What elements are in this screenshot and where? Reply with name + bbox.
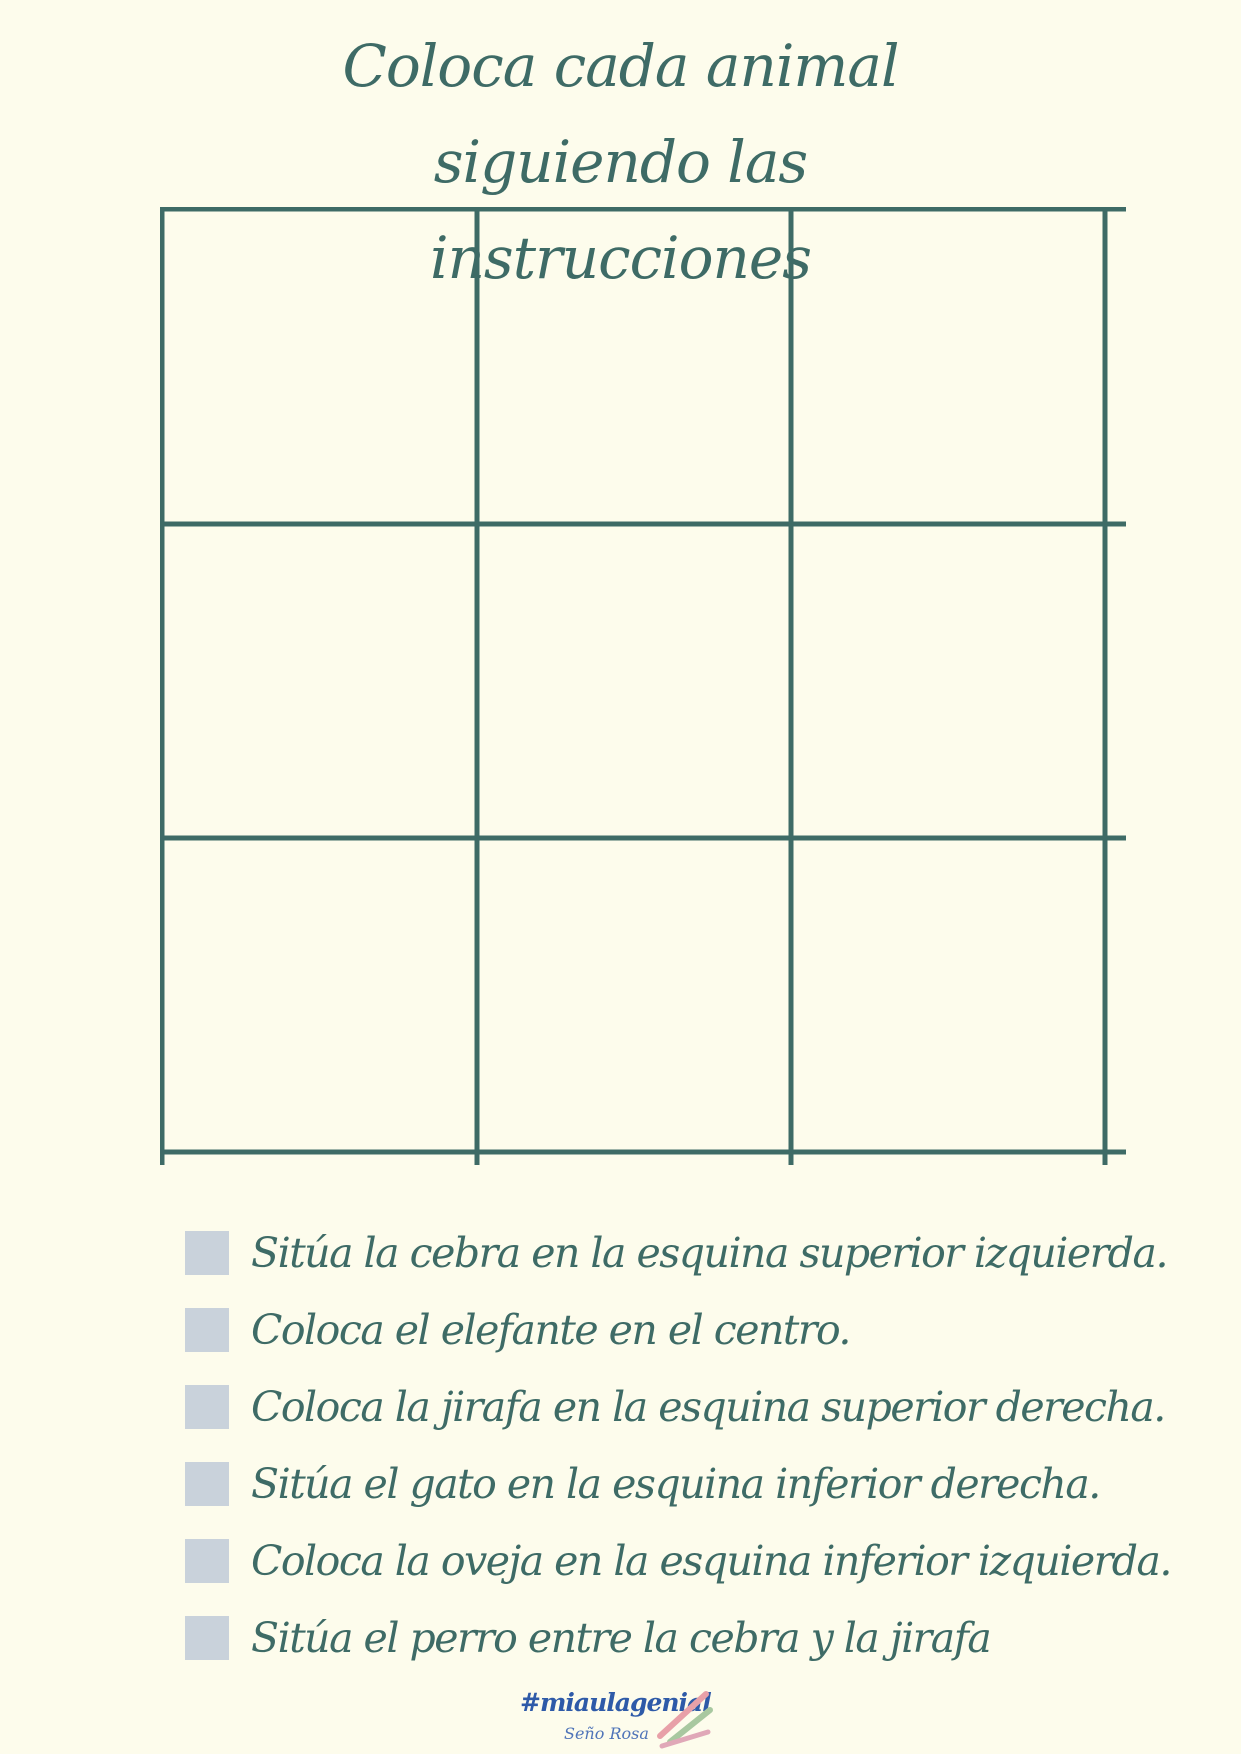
author-name: Seño Rosa [564, 1724, 649, 1743]
brand-hashtag: #miaulagenial [520, 1688, 711, 1717]
instruction-text: Sitúa la cebra en la esquina superior izquierda. [251, 1228, 1167, 1277]
instruction-text: Coloca la jirafa en la esquina superior derecha. [251, 1382, 1165, 1431]
checkbox[interactable] [185, 1231, 229, 1275]
checkbox[interactable] [185, 1308, 229, 1352]
instruction-item [185, 1214, 1167, 1291]
checkbox[interactable] [185, 1385, 229, 1429]
pencils-icon [650, 1688, 720, 1750]
instruction-item [185, 1291, 1145, 1368]
instruction-item [185, 1522, 1171, 1599]
instruction-text: Sitúa el perro entre la cebra y la jirafa [251, 1613, 991, 1662]
instruction-item [185, 1368, 1165, 1445]
grid-cell-top-left[interactable] [164, 211, 475, 522]
instruction-text: Coloca la oveja en la esquina inferior izquierda. [251, 1536, 1171, 1585]
grid-cell-center[interactable] [479, 526, 789, 836]
animal-grid [160, 207, 1126, 1165]
instruction-list [185, 1214, 1171, 1676]
checkbox[interactable] [185, 1462, 229, 1506]
instruction-text: Coloca el elefante en el centro. [251, 1305, 850, 1354]
grid-cell-bottom-right[interactable] [793, 840, 1103, 1150]
grid-lines [160, 207, 1126, 1165]
instruction-item [185, 1445, 1145, 1522]
instruction-text: Sitúa el gato en la esquina inferior derecha. [251, 1459, 1100, 1508]
grid-cell-bottom-left[interactable] [164, 840, 475, 1150]
checkbox[interactable] [185, 1616, 229, 1660]
grid-cell-bottom-center[interactable] [479, 840, 789, 1150]
instruction-item [185, 1599, 1145, 1676]
grid-cell-top-center[interactable] [479, 211, 789, 522]
checkbox[interactable] [185, 1539, 229, 1583]
grid-cell-top-right[interactable] [793, 211, 1103, 522]
grid-cell-middle-right[interactable] [793, 526, 1103, 836]
grid-cell-middle-left[interactable] [164, 526, 475, 836]
title-line-1: Coloca cada animal siguiendo las [342, 32, 899, 196]
footer-logo [510, 1688, 740, 1750]
